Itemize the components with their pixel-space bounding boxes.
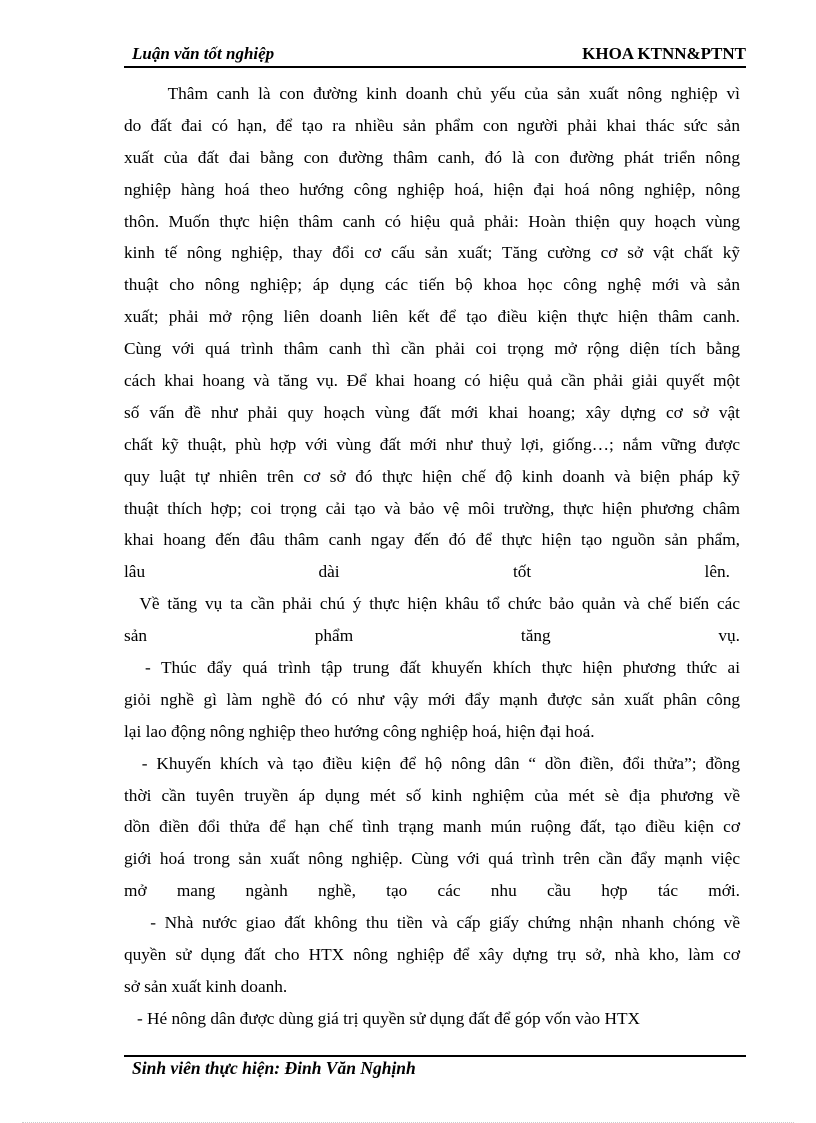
header-faculty: KHOA KTNN&PTNT <box>582 44 746 63</box>
text-line: quy luật tự nhiên trên cơ sở đó thực hiện chế độ kinh doanh và biện pháp kỹ <box>124 466 740 486</box>
text-line: dồn điền đổi thửa để hạn chế tình trạng manh mún ruộng đất, tạo điều kiện cơ <box>124 817 740 837</box>
text-line: - Hé nông dân được dùng giá trị quyền sử dụng đất để góp vốn vào HTX <box>124 1008 640 1028</box>
text-line: sở sản xuất kinh doanh. <box>124 976 288 996</box>
text-line: thời cần tuyên truyền áp dụng mét số kinh nghiệm của mét sè địa phương về <box>124 785 740 805</box>
text-line: do đất đai có hạn, để tạo ra nhiều sản phẩm con người phải khai thác sức sản <box>124 115 740 135</box>
text-line: mở mang ngành nghề, tạo các nhu cầu hợp tác mới. <box>124 881 740 901</box>
header-thesis-title: Luận văn tốt nghiệp <box>132 44 275 63</box>
text-line: kinh tế nông nghiệp, thay đổi cơ cấu sản xuất; Tăng cường cơ sở vật chất kỹ <box>124 243 740 263</box>
text-line: số vấn đề như phải quy hoạch vùng đất mới khai hoang; xây dựng cơ sở vật <box>124 402 740 422</box>
footer-student-name: Sinh viên thực hiện: Đinh Văn Nghịnh <box>132 1058 416 1078</box>
page-header <box>124 44 746 66</box>
text-line: giới hoá trong sản xuất nông nghiệp. Cùng với quá trình trên cần đẩy mạnh việc <box>124 849 740 869</box>
text-line: sản phẩm tăng vụ. <box>124 626 740 646</box>
text-line: quyền sử dụng đất cho HTX nông nghiệp để xây dựng trụ sở, nhà kho, làm cơ <box>124 945 740 965</box>
footer-divider <box>124 1055 746 1057</box>
header-divider <box>124 66 746 68</box>
text-line: cách khai hoang và tăng vụ. Để khai hoang có hiệu quả cần phải giải quyết một <box>124 371 740 391</box>
document-body <box>124 78 740 1035</box>
text-line: - Thúc đẩy quá trình tập trung đất khuyến khích thực hiện phương thức ai <box>124 658 740 678</box>
text-line: xuất; phải mở rộng liên doanh liên kết để tạo điều kiện thực hiện thâm canh. <box>124 307 740 327</box>
text-line: - Khuyến khích và tạo điều kiện để hộ nông dân “ dồn điền, đổi thửa”; đồng <box>124 753 740 773</box>
text-line: Cùng với quá trình thâm canh thì cần phải coi trọng mở rộng diện tích bằng <box>124 339 740 359</box>
text-line: giỏi nghề gì làm nghề đó có như vậy mới đẩy mạnh được sản xuất phân công <box>124 689 740 709</box>
text-line: khai hoang đến đâu thâm canh ngay đến đó để thực hiện tạo nguồn sản phẩm, <box>124 530 740 550</box>
text-line: lại lao động nông nghiệp theo hướng công nghiệp hoá, hiện đại hoá. <box>124 721 595 741</box>
text-line: Thâm canh là con đường kinh doanh chủ yếu của sản xuất nông nghiệp vì <box>124 84 740 103</box>
text-line: lâu dài tốt lên. <box>124 562 730 582</box>
text-line: Về tăng vụ ta cần phải chú ý thực hiện khâu tổ chức bảo quản và chế biến các <box>124 594 740 614</box>
text-line: nghiệp hàng hoá theo hướng công nghiệp hoá, hiện đại hoá nông nghiệp, nông <box>124 179 740 199</box>
text-line: chất kỹ thuật, phù hợp với vùng đất mới như thuỷ lợi, giống…; nắm vững được <box>124 434 740 454</box>
text-line: thuật cho nông nghiệp; áp dụng các tiến bộ khoa học công nghệ mới và sản <box>124 275 740 295</box>
text-line: thuật thích hợp; coi trọng cải tạo và bảo vệ môi trường, thực hiện phương châm <box>124 498 740 518</box>
text-line: xuất của đất đai bằng con đường thâm canh, đó là con đường phát triển nông <box>124 147 740 167</box>
text-line: - Nhà nước giao đất không thu tiền và cấp giấy chứng nhận nhanh chóng về <box>124 913 740 933</box>
text-line: thôn. Muốn thực hiện thâm canh có hiệu quả phải: Hoàn thiện quy hoạch vùng <box>124 211 740 231</box>
